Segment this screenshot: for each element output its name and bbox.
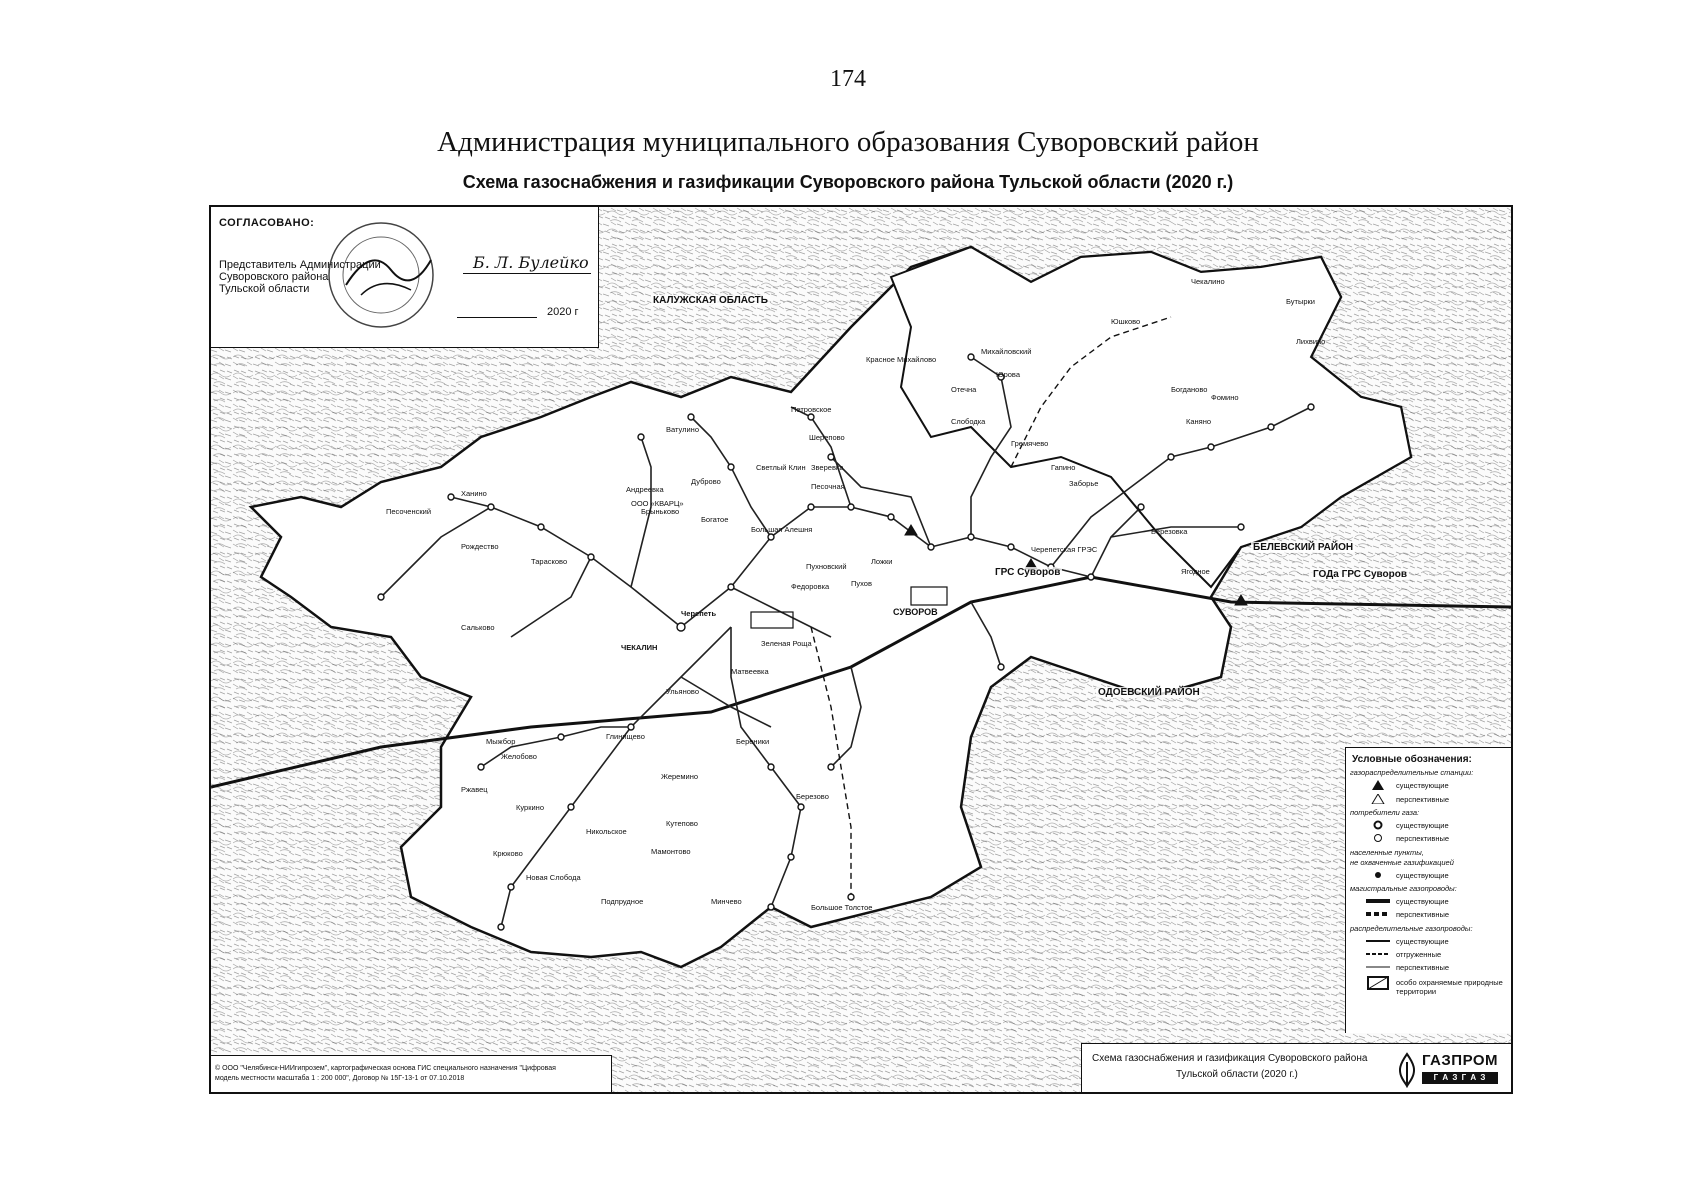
dist-pipeline-planned-icon — [1366, 949, 1390, 959]
copyright-line-2: модель местности масштаба 1 : 200 000", Договор № 15Г-13-1 от 07.10.2018 — [215, 1075, 465, 1082]
settlement-label: Петровское — [791, 405, 832, 414]
settlement-label: Андреевка — [626, 485, 664, 494]
settlement-label: Березово — [796, 792, 829, 801]
triangle-filled-icon — [1366, 780, 1390, 790]
copyright-line-1: © ООО "Челябинск-НИИгипрозем", картографическая основа ГИС специального назначения "Цифровая — [215, 1065, 556, 1072]
legend-section-distribution: распределительные газопроводы: — [1350, 924, 1473, 933]
settlement-label: Черепеть — [681, 609, 717, 618]
settlement-label: Тарасково — [531, 557, 568, 566]
legend-dist-planned: отгруженные — [1396, 950, 1442, 959]
flame-icon — [1394, 1052, 1420, 1088]
legend-title: Условные обозначения: — [1352, 754, 1472, 765]
settlement-label: Мыжбор — [486, 737, 516, 746]
settlement-label: Фомино — [1211, 393, 1239, 402]
settlement-label: Мамонтово — [651, 847, 691, 856]
settlement-label: Бутырки — [1286, 297, 1315, 306]
company-subname: Г А З Г А З — [1422, 1072, 1498, 1084]
settlement-label: Ложки — [871, 557, 893, 566]
settlement-label: Береники — [736, 737, 770, 746]
legend-dist-existing: существующие — [1396, 937, 1449, 946]
approval-year: 2020 г — [547, 306, 579, 318]
title-block — [1081, 1043, 1512, 1093]
settlement-label: Желобово — [501, 752, 537, 761]
main-pipeline-icon — [1366, 896, 1390, 906]
settlement-label: Березовка — [1151, 527, 1188, 536]
legend-section-settlements-2: не охваченные газификацией — [1350, 858, 1454, 867]
station-label-grs-odo: ГОДа ГРС Суворов — [1313, 569, 1408, 580]
map-title: Схема газоснабжения и газификации Суворовского района Тульской области (2020 г.) — [462, 172, 1234, 192]
legend-section-main: магистральные газопроводы: — [1350, 884, 1457, 893]
legend-protected: особо охраняемые природные территории — [1396, 978, 1503, 996]
settlement-label: Лихвино — [1296, 337, 1326, 346]
legend-consumer-planned: перспективные — [1396, 834, 1450, 843]
map-legend — [1345, 747, 1512, 1033]
region-label-belev: БЕЛЕВСКИЙ РАЙОН — [1253, 542, 1354, 553]
settlement-label: ООО «КВАРЦ» — [631, 499, 684, 508]
settlement-label: Дуброво — [691, 477, 721, 486]
settlement-label: Шерепово — [809, 433, 845, 442]
dist-pipeline-icon — [1366, 936, 1390, 946]
station-label-grs-suvorov: ГРС Суворов — [995, 567, 1061, 578]
gazprom-logo — [1392, 1050, 1502, 1088]
region-label-kaluga: КАЛУЖСКАЯ ОБЛАСТЬ — [653, 295, 768, 306]
settlement-label: Зверевка — [811, 463, 844, 472]
settlement-dot-icon — [1366, 870, 1390, 880]
settlement-label: Отечна — [951, 385, 977, 394]
settlement-label: Заборье — [1069, 479, 1099, 488]
signature-line — [463, 273, 591, 274]
settlement-label: Федоровка — [791, 582, 830, 591]
legend-section-stations: газораспределительные станции: — [1350, 768, 1474, 777]
settlement-label: Красное Михайлово — [866, 355, 937, 364]
approval-agreed: СОГЛАСОВАНО: — [219, 217, 315, 229]
settlement-label: Подпрудное — [601, 897, 644, 906]
settlement-label: Гапино — [1051, 463, 1076, 472]
main-pipeline-planned-icon — [1366, 909, 1390, 919]
legend-main-existing: существующие — [1396, 897, 1449, 906]
settlement-label: Богданово — [1171, 385, 1208, 394]
settlement-label: Сальково — [461, 623, 495, 632]
settlement-label: Ржавец — [461, 785, 488, 794]
settlement-label: Юрова — [996, 370, 1020, 379]
approval-block — [211, 207, 599, 348]
settlement-label: Куркино — [516, 803, 544, 812]
settlement-label: Ханино — [461, 489, 487, 498]
legend-main-planned: перспективные — [1396, 910, 1450, 919]
circle-filled-icon — [1366, 820, 1390, 830]
legend-station-planned: перспективные — [1396, 795, 1450, 804]
settlement-label: Богатое — [701, 515, 729, 524]
approval-representative: Представитель Администрации Суворовского района Тульской области — [219, 259, 381, 295]
settlement-label: Большая Алешня — [751, 525, 813, 534]
settlement-label: Крюково — [493, 849, 523, 858]
settlement-label: Минчево — [711, 897, 742, 906]
legend-section-consumers: потребители газа: — [1350, 808, 1420, 817]
settlement-label: Большое Толстое — [811, 903, 873, 912]
protected-area-icon — [1366, 976, 1390, 990]
settlement-label: Ватулино — [666, 425, 699, 434]
map-frame — [209, 205, 1513, 1094]
scheme-title-line-2: Тульской области (2020 г.) — [1176, 1069, 1298, 1080]
circle-outline-icon — [1366, 833, 1390, 843]
settlement-label: Зеленая Роща — [761, 639, 812, 648]
copyright-block — [211, 1055, 612, 1093]
settlement-label: Песоченский — [386, 507, 432, 516]
settlement-label: Ульяново — [666, 687, 699, 696]
triangle-outline-icon — [1366, 794, 1390, 804]
region-label-odoev: ОДОЕВСКИЙ РАЙОН — [1098, 687, 1200, 698]
date-line — [457, 317, 537, 318]
settlement-label: Михайловский — [981, 347, 1032, 356]
settlement-label: Глинищево — [606, 732, 645, 741]
settlement-label: Никольское — [586, 827, 627, 836]
signature-name: Б. Л. Булейко — [473, 253, 589, 272]
company-name: ГАЗПРОМ — [1422, 1052, 1499, 1069]
station-label-chernetsovo: Черепетская ГРЭС — [1031, 545, 1098, 554]
settlement-label: Матвеевка — [731, 667, 769, 676]
page-number: 174 — [830, 66, 866, 92]
settlement-label: Брыньково — [641, 507, 680, 516]
legend-station-existing: существующие — [1396, 781, 1449, 790]
legend-section-settlements: населенные пункты, — [1350, 848, 1424, 857]
settlement-label: Ягодное — [1181, 567, 1210, 576]
dist-pipeline-prospect-icon — [1366, 962, 1390, 972]
legend-settlement-existing: существующие — [1396, 871, 1449, 880]
settlement-label: Новая Слобода — [526, 873, 581, 882]
legend-consumer-existing: существующие — [1396, 821, 1449, 830]
settlement-label: Каняно — [1186, 417, 1212, 426]
settlement-label: Юшково — [1111, 317, 1141, 326]
settlement-label: Слободка — [951, 417, 986, 426]
settlement-label: Пухновский — [806, 562, 847, 571]
scheme-title-line-1: Схема газоснабжения и газификация Суворовского района — [1092, 1053, 1368, 1064]
settlement-label: Светлый Клин — [756, 463, 806, 472]
settlement-label: Рождество — [461, 542, 499, 551]
settlement-label: ЧЕКАЛИН — [621, 643, 658, 652]
settlement-label: Гремячево — [1011, 439, 1049, 448]
settlement-label: Кутепово — [666, 819, 698, 828]
legend-dist-prospect: перспективные — [1396, 963, 1450, 972]
administration-title: Администрация муниципального образования Суворовский район — [437, 126, 1259, 158]
settlement-label: Пухов — [851, 579, 872, 588]
settlement-label: Жеремино — [661, 772, 699, 781]
settlement-label: СУВОРОВ — [893, 607, 938, 617]
settlement-label: Песочная — [811, 482, 845, 491]
settlement-label: Чекалино — [1191, 277, 1225, 286]
